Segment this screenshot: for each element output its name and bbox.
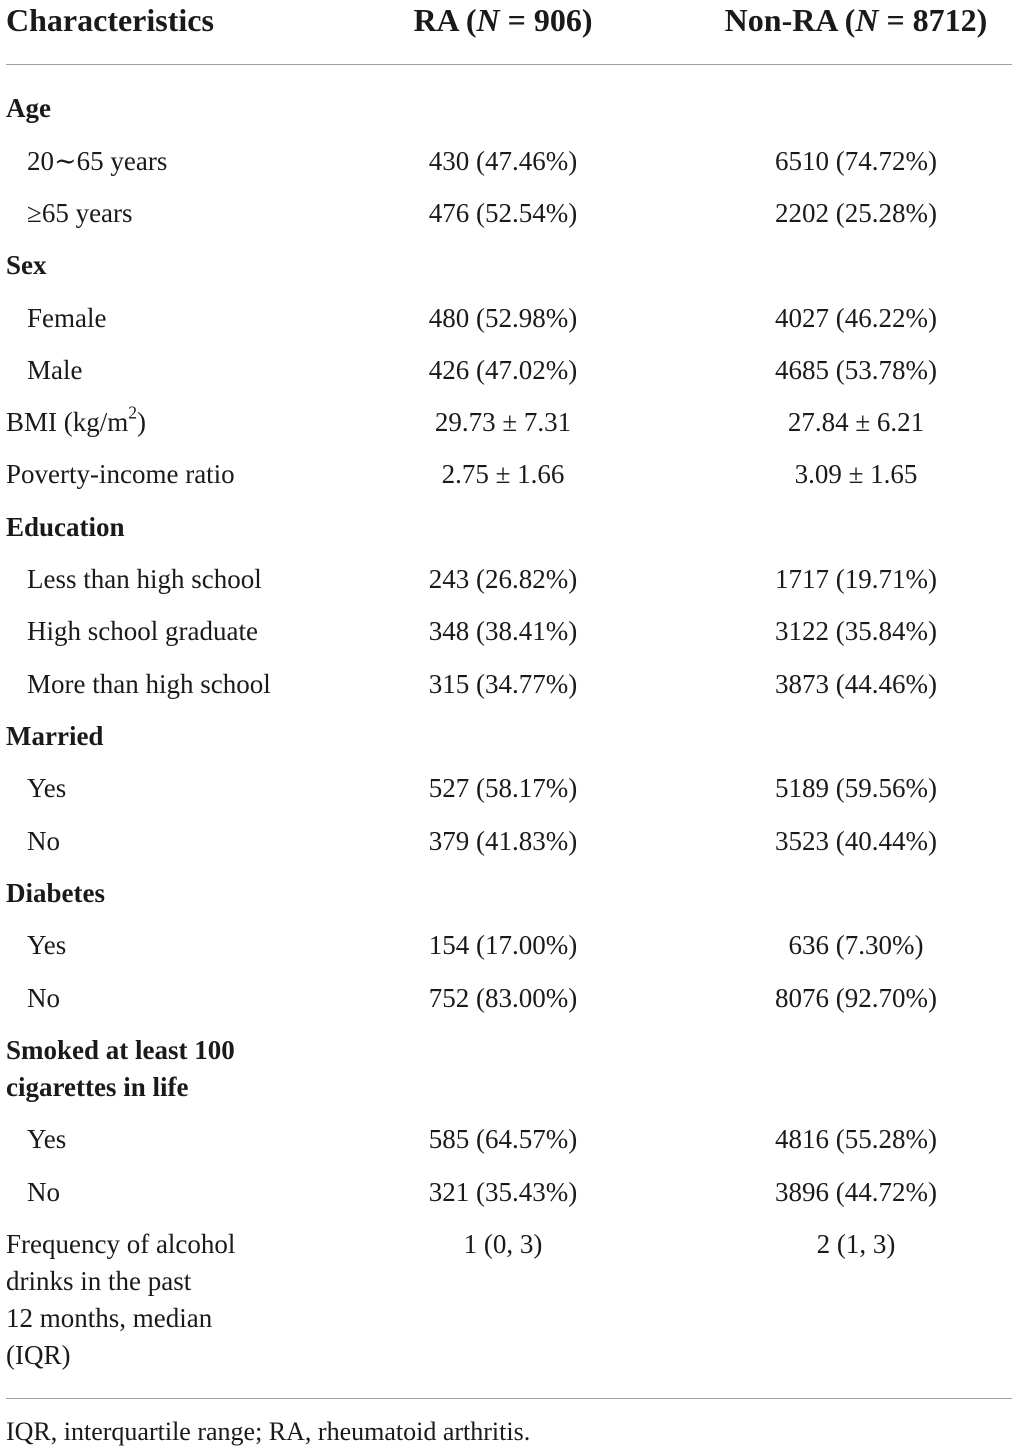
row-label: Yes: [27, 1124, 67, 1154]
row-label: Less than high school: [27, 564, 262, 594]
non-ra-value: 4685 (53.78%): [775, 355, 937, 385]
row-label: ≥65 years: [27, 198, 133, 228]
ra-value: 315 (34.77%): [428, 669, 578, 699]
non-ra-value: 3.09 ± 1.65: [794, 459, 918, 489]
row-label: Frequency of alcohol drinks in the past 12 months, median (IQR): [6, 1229, 236, 1370]
ra-value: 1 (0, 3): [463, 1229, 543, 1259]
ra-value: 480 (52.98%): [428, 303, 578, 333]
non-ra-value: 4027 (46.22%): [775, 303, 937, 333]
table-footnote: IQR, interquartile range; RA, rheumatoid arthritis.: [6, 1417, 531, 1446]
row-label: Education: [6, 512, 125, 542]
row-label: Married: [6, 721, 104, 751]
ra-value: 348 (38.41%): [428, 616, 578, 646]
ra-value: 752 (83.00%): [428, 983, 578, 1013]
non-ra-value: 2202 (25.28%): [775, 198, 937, 228]
non-ra-value: 3873 (44.46%): [775, 669, 937, 699]
ra-value: 154 (17.00%): [428, 930, 578, 960]
row-label: Female: [27, 303, 107, 333]
non-ra-value: 3122 (35.84%): [775, 616, 937, 646]
ra-value: 2.75 ± 1.66: [441, 459, 565, 489]
row-label: No: [27, 983, 60, 1013]
non-ra-value: 3523 (40.44%): [775, 826, 937, 856]
header-divider: [6, 64, 1012, 65]
ra-value: 585 (64.57%): [428, 1124, 578, 1154]
ra-value: 29.73 ± 7.31: [434, 407, 572, 437]
row-label: Male: [27, 355, 83, 385]
footer-divider: [6, 1398, 1012, 1399]
ra-value: 321 (35.43%): [428, 1177, 578, 1207]
header-non-ra: Non-RA (N = 8712): [724, 2, 988, 38]
header-characteristics: Characteristics: [6, 2, 214, 38]
row-label: No: [27, 1177, 60, 1207]
row-label: Smoked at least 100 cigarettes in life: [6, 1035, 235, 1102]
ra-value: 476 (52.54%): [428, 198, 578, 228]
row-label: Age: [6, 93, 51, 123]
row-label: Diabetes: [6, 878, 105, 908]
row-label: High school graduate: [27, 616, 258, 646]
row-label: No: [27, 826, 60, 856]
non-ra-value: 27.84 ± 6.21: [787, 407, 925, 437]
non-ra-value: 636 (7.30%): [788, 930, 924, 960]
non-ra-value: 8076 (92.70%): [775, 983, 937, 1013]
non-ra-value: 5189 (59.56%): [775, 773, 937, 803]
ra-value: 243 (26.82%): [428, 564, 578, 594]
non-ra-value: 4816 (55.28%): [775, 1124, 937, 1154]
row-label: More than high school: [27, 669, 271, 699]
ra-value: 426 (47.02%): [428, 355, 578, 385]
non-ra-value: 6510 (74.72%): [775, 146, 937, 176]
row-label: Yes: [27, 773, 67, 803]
row-label: Poverty-income ratio: [6, 459, 235, 489]
row-label: Sex: [6, 250, 47, 280]
ra-value: 379 (41.83%): [428, 826, 578, 856]
non-ra-value: 2 (1, 3): [816, 1229, 896, 1259]
row-label: Yes: [27, 930, 67, 960]
row-label: BMI $(kg/m^2)$: [6, 402, 147, 437]
ra-value: 527 (58.17%): [428, 773, 578, 803]
header-ra: RA (N = 906): [413, 2, 593, 38]
non-ra-value: 3896 (44.72%): [775, 1177, 937, 1207]
ra-value: 430 (47.46%): [428, 146, 578, 176]
row-label: 20∼65 years: [27, 146, 168, 176]
table-header: [0, 0, 1017, 40]
non-ra-value: 1717 (19.71%): [775, 564, 937, 594]
